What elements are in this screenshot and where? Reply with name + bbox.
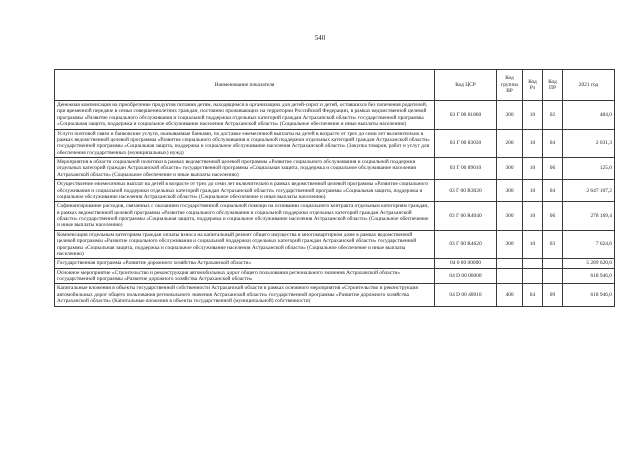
row-code-csr: 04 D 00 40010 [435, 284, 497, 306]
table-row [55, 230, 615, 259]
row-code-pr [543, 259, 563, 268]
header-code-vr: Код группы ВР [497, 70, 523, 101]
header-code-pr: Код ПР [543, 70, 563, 101]
row-code-csr: 03 Г 00 R4040 [435, 202, 497, 231]
row-amount: 618 946,0 [563, 284, 615, 306]
row-code-pr: 09 [543, 284, 563, 306]
table-row [55, 101, 615, 130]
row-code-rz: 10 [523, 202, 543, 231]
row-code-pr: 06 [543, 202, 563, 231]
table-row [55, 202, 615, 231]
row-code-pr: 06 [543, 158, 563, 180]
table-row [55, 158, 615, 180]
row-code-rz: 10 [523, 158, 543, 180]
table-row [55, 284, 615, 306]
header-row [55, 70, 615, 101]
row-code-vr: 300 [497, 158, 523, 180]
page-number: 540 [314, 34, 326, 42]
row-code-vr: 400 [497, 284, 523, 306]
row-name: Основное мероприятие «Строительство и реконструкция автомобильных дорог общего пользования регионального значения Астраханской области» государственной программы «Развитие дорожного хозяйства Астраханской области» [55, 268, 435, 284]
row-code-rz: 10 [523, 230, 543, 259]
row-name: Мероприятия в области социальной политики в рамках ведомственной целевой программы «Развитие социального обслуживания и социальной поддержки отдельных категорий граждан Астраханской области» государственной программы «Социальная защита, поддержка и социальное обслуживание населения Астраханской области» (Социальное обеспечение и иные выплаты населению) [55, 158, 435, 180]
table-row [55, 268, 615, 284]
header-code-rz: Код Рз [523, 70, 543, 101]
row-code-vr: 300 [497, 180, 523, 202]
table-row [55, 129, 615, 158]
row-name: Софинансирование расходов, связанных с оказанием государственной социальной помощи на основании социального контракта отдельным категориям граждан, в рамках ведомственной целевой программы «Развитие социального обслуживания и социальной поддержки отдельных категорий граждан Астраханской области» государственной программы «Социальная защита, поддержка и социальное обслуживание населения Астраханской области» (Социальное обеспечение и иные выплаты населению) [55, 202, 435, 231]
header-code-csr: Код ЦСР [435, 70, 497, 101]
row-code-rz: 10 [523, 129, 543, 158]
table-row [55, 259, 615, 268]
row-amount: 5 289 620,6 [563, 259, 615, 268]
row-name: Денежная компенсация на приобретение продуктов питания детям, находящимся в организациях для детей-сирот и детей, оставшихся без попечения родителей, при временной передаче в семьи совершеннолетних граждан, постоянно проживающих на территории Российской Федерации, в рамках ведомственной целевой программы «Развитие социального обслуживания и социальной поддержки отдельных категорий граждан Астраханской области» государственной программы «Социальная защита, поддержка и социальное обслуживание населения Астраханской области» (Социальное обеспечение и иные выплаты населению) [55, 101, 435, 130]
row-code-pr: 04 [543, 180, 563, 202]
row-code-pr: 04 [543, 129, 563, 158]
row-name: Капитальные вложения в объекты государственной собственности Астраханской области в рамках основного мероприятия «Строительство и реконструкция автомобильных дорог общего пользования регионального значения Астраханской области» государственной программы «Развитие дорожного хозяйства Астраханской области» (Капитальные вложения в объекты государственной (муниципальной) собственности) [55, 284, 435, 306]
row-code-vr: 200 [497, 129, 523, 158]
row-name: Услуги почтовой связи и банковские услуги, оказываемые банками, по доставке ежемесячной выплаты на детей в возрасте от трех до семи лет включительно в рамках ведомственной целевой программы «Развитие социального обслуживания и социальной поддержки отдельных категорий граждан Астраханской области» государственной программы «Социальная защита, поддержка и социальное обслуживание населения Астраханской области» (Закупка товаров, работ и услуг для обеспечения государственных (муниципальных) нужд) [55, 129, 435, 158]
budget-table [54, 69, 615, 307]
row-code-rz: 04 [523, 284, 543, 306]
row-name: Осуществление ежемесячных выплат на детей в возрасте от трех до семи лет включительно в рамках ведомственной целевой программы «Развитие социального обслуживания и социальной поддержки отдельных категорий граждан Астраханской области» государственной программы «Социальная защита, поддержка и социальное обслуживание населения Астраханской области» (Социальное обеспечение и иные выплаты населению) [55, 180, 435, 202]
row-amount: 618 946,0 [563, 268, 615, 284]
header-year: 2021 год [563, 70, 615, 101]
row-code-csr: 03 Г 00 R4620 [435, 230, 497, 259]
row-amount: 484,0 [563, 101, 615, 130]
table-header [55, 70, 615, 101]
row-name: Государственная программа «Развитие дорожного хозяйства Астраханской области» [55, 259, 435, 268]
row-code-rz [523, 259, 543, 268]
header-name: Наименование показателя [55, 70, 435, 101]
row-code-csr: 03 Г 00 81860 [435, 101, 497, 130]
row-code-csr: 03 Г 00 R3020 [435, 180, 497, 202]
row-amount: 125,0 [563, 158, 615, 180]
row-amount: 278 169,4 [563, 202, 615, 231]
table-body [55, 101, 615, 307]
row-code-csr: 03 Г 00 83030 [435, 129, 497, 158]
row-code-pr [543, 268, 563, 284]
row-code-pr: 03 [543, 230, 563, 259]
row-code-vr: 300 [497, 230, 523, 259]
row-code-csr: 03 Г 00 89010 [435, 158, 497, 180]
table-row [55, 180, 615, 202]
row-code-vr [497, 259, 523, 268]
row-code-csr: 04 0 00 00000 [435, 259, 497, 268]
row-code-rz [523, 268, 543, 284]
row-code-rz: 10 [523, 180, 543, 202]
row-amount: 7 624,6 [563, 230, 615, 259]
row-code-rz: 10 [523, 101, 543, 130]
row-amount: 2 031,3 [563, 129, 615, 158]
row-code-pr: 02 [543, 101, 563, 130]
row-code-vr: 300 [497, 202, 523, 231]
row-code-vr: 300 [497, 101, 523, 130]
row-amount: 2 647 107,2 [563, 180, 615, 202]
row-code-csr: 04 D 00 00000 [435, 268, 497, 284]
row-code-vr [497, 268, 523, 284]
row-name: Компенсация отдельным категориям граждан оплаты взноса на капитальный ремонт общего имущества в многоквартирном доме в рамках ведомственной целевой программы «Развитие социального обслуживания и социальной поддержки отдельных категорий граждан Астраханской области» государственной программы «Социальная защита, поддержка и социальное обслуживание населения Астраханской области» (Социальное обеспечение и иные выплаты населению) [55, 230, 435, 259]
